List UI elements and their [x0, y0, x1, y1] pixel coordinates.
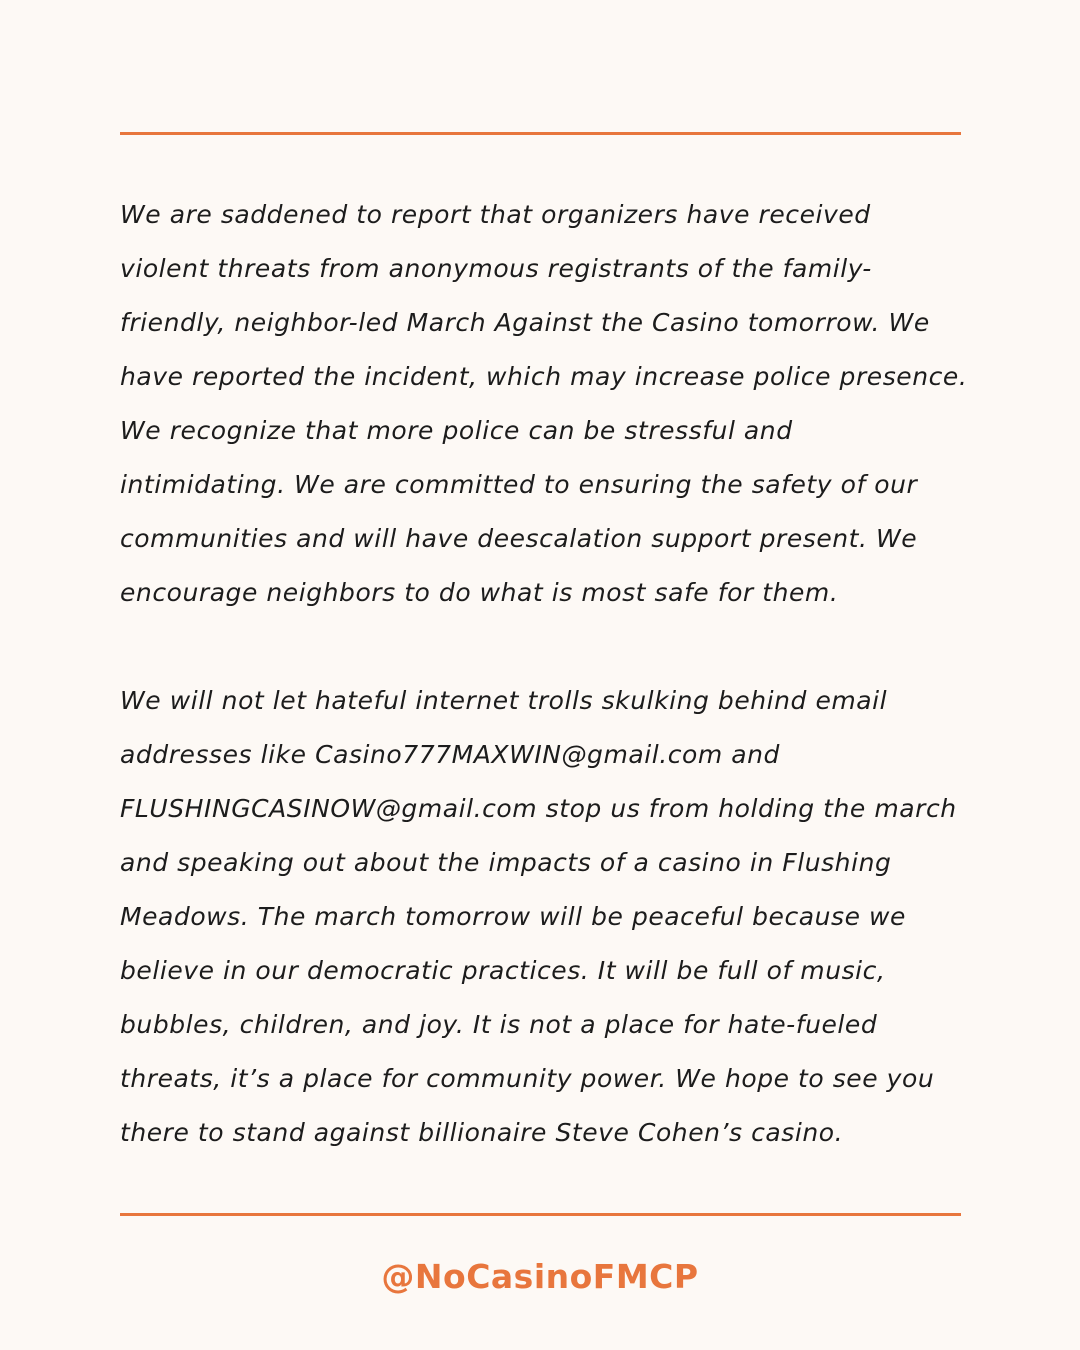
paragraph-spacer: [120, 620, 970, 674]
text-line: intimidating. We are committed to ensuring the safety of our: [120, 470, 918, 499]
statement-paragraph-1: [120, 188, 970, 620]
text-line: FLUSHINGCASINOW@gmail.com stop us from holding the march: [120, 794, 957, 823]
text-line: and speaking out about the impacts of a casino in Flushing: [120, 848, 892, 877]
social-handle: @NoCasinoFMCP: [381, 1257, 699, 1296]
text-line: We will not let hateful internet trolls skulking behind email: [120, 686, 888, 715]
text-line: violent threats from anonymous registrants of the family-: [120, 254, 872, 283]
text-line: bubbles, children, and joy. It is not a place for hate-fueled: [120, 1010, 878, 1039]
text-line: We recognize that more police can be stressful and: [120, 416, 793, 445]
text-line: communities and will have deescalation support present. We: [120, 524, 918, 553]
text-line: Meadows. The march tomorrow will be peaceful because we: [120, 902, 906, 931]
text-line: there to stand against billionaire Steve Cohen’s casino.: [120, 1118, 844, 1147]
text-line: encourage neighbors to do what is most safe for them.: [120, 578, 839, 607]
statement-text: [120, 188, 970, 1160]
bottom-divider: [120, 1213, 961, 1216]
text-line: have reported the incident, which may increase police presence.: [120, 362, 968, 391]
text-line: We are saddened to report that organizers have received: [120, 200, 871, 229]
statement-paragraph-2: [120, 674, 970, 1160]
text-line: believe in our democratic practices. It will be full of music,: [120, 956, 886, 985]
text-line: threats, it’s a place for community power. We hope to see you: [120, 1064, 935, 1093]
text-line: addresses like Casino777MAXWIN@gmail.com and: [120, 740, 780, 769]
top-divider: [120, 132, 961, 135]
text-line: friendly, neighbor-led March Against the Casino tomorrow. We: [120, 308, 930, 337]
